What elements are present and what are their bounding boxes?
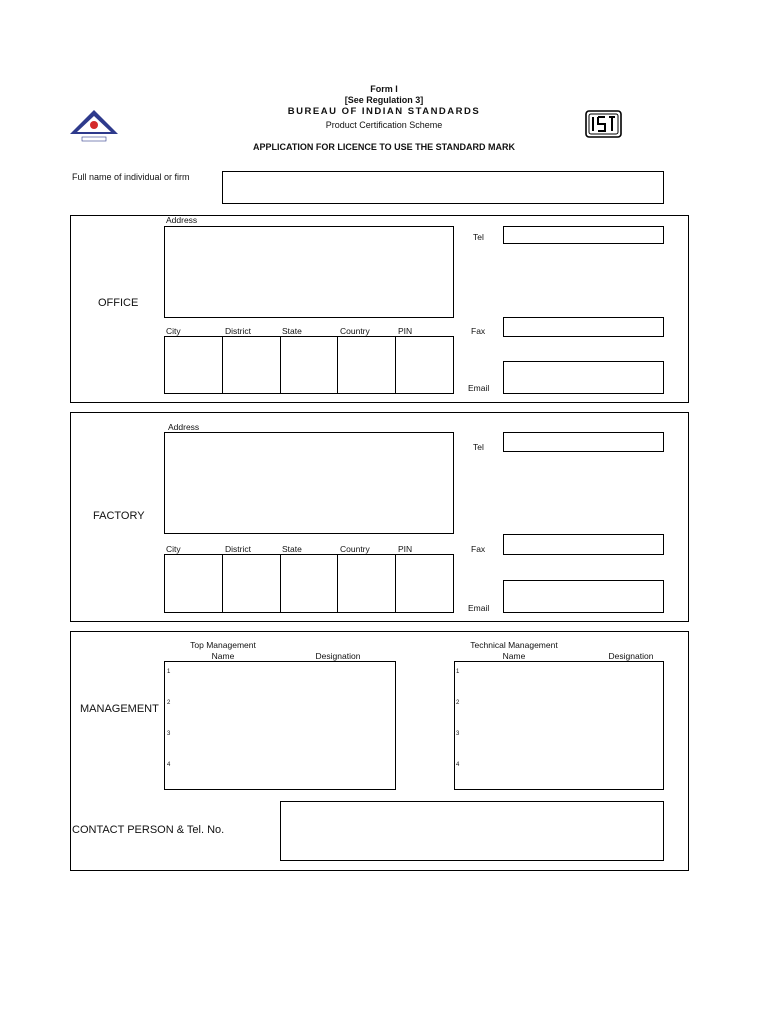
office-city-field[interactable] [165,337,223,393]
office-country-label: Country [340,326,370,336]
office-email-label: Email [468,383,490,393]
factory-tel-label: Tel [473,442,484,452]
organization-name: BUREAU OF INDIAN STANDARDS [287,106,481,117]
office-fax-label: Fax [471,326,486,336]
office-pin-label: PIN [398,326,413,336]
technical-management-designation-header: Designation [608,651,654,661]
technical-management-row-number: 1 [456,669,460,675]
technical-management-name-header: Name [502,651,526,661]
factory-location-fields [164,554,454,613]
office-district-label: District [225,326,251,336]
factory-state-field[interactable] [281,555,339,612]
factory-city-label: City [166,544,181,554]
office-address-field[interactable] [164,226,454,318]
office-state-field[interactable] [281,337,339,393]
factory-country-label: Country [340,544,370,554]
technical-management-row-number: 4 [456,762,460,768]
contact-person-label: CONTACT PERSON & Tel. No. [72,824,225,836]
factory-fax-label: Fax [471,544,486,554]
top-management-row-number: 1 [167,669,171,675]
top-management-table[interactable] [164,661,396,790]
factory-country-field[interactable] [338,555,396,612]
office-fax-field[interactable] [503,317,664,337]
factory-address-label: Address [168,422,200,432]
factory-state-label: State [282,544,302,554]
top-management-designation-header: Designation [315,651,361,661]
factory-fax-field[interactable] [503,534,664,555]
factory-email-field[interactable] [503,580,664,613]
form-number: Form I [370,84,398,94]
management-label: MANAGEMENT [80,703,159,715]
isi-mark-icon [585,110,622,138]
factory-pin-field[interactable] [396,555,453,612]
office-state-label: State [282,326,302,336]
factory-address-field[interactable] [164,432,454,534]
office-location-fields [164,336,454,394]
form-title: APPLICATION FOR LICENCE TO USE THE STANDARD MARK [252,142,515,152]
technical-management-row-number: 2 [456,700,460,706]
office-city-label: City [166,326,181,336]
factory-tel-field[interactable] [503,432,664,452]
bis-logo [68,108,120,144]
office-email-field[interactable] [503,361,664,394]
office-country-field[interactable] [338,337,396,393]
top-management-row-number: 3 [167,731,171,737]
office-pin-field[interactable] [396,337,453,393]
scheme-name: Product Certification Scheme [325,120,443,130]
factory-city-field[interactable] [165,555,223,612]
top-management-row-number: 4 [167,762,171,768]
top-management-row-number: 2 [167,700,171,706]
factory-district-label: District [225,544,251,554]
factory-label: FACTORY [93,510,145,522]
technical-management-table[interactable] [454,661,664,790]
full-name-label: Full name of individual or firm [72,172,190,182]
full-name-field[interactable] [222,171,664,204]
contact-person-field[interactable] [280,801,664,861]
top-management-title: Top Management [190,640,256,650]
top-management-name-header: Name [211,651,235,661]
office-district-field[interactable] [223,337,281,393]
factory-pin-label: PIN [398,544,413,554]
regulation-reference: [See Regulation 3] [344,95,424,105]
office-address-label: Address [166,215,198,225]
technical-management-row-number: 3 [456,731,460,737]
factory-email-label: Email [468,603,490,613]
office-tel-label: Tel [473,232,484,242]
office-label: OFFICE [98,297,139,309]
technical-management-title: Technical Management [470,640,558,650]
factory-district-field[interactable] [223,555,281,612]
office-tel-field[interactable] [503,226,664,244]
